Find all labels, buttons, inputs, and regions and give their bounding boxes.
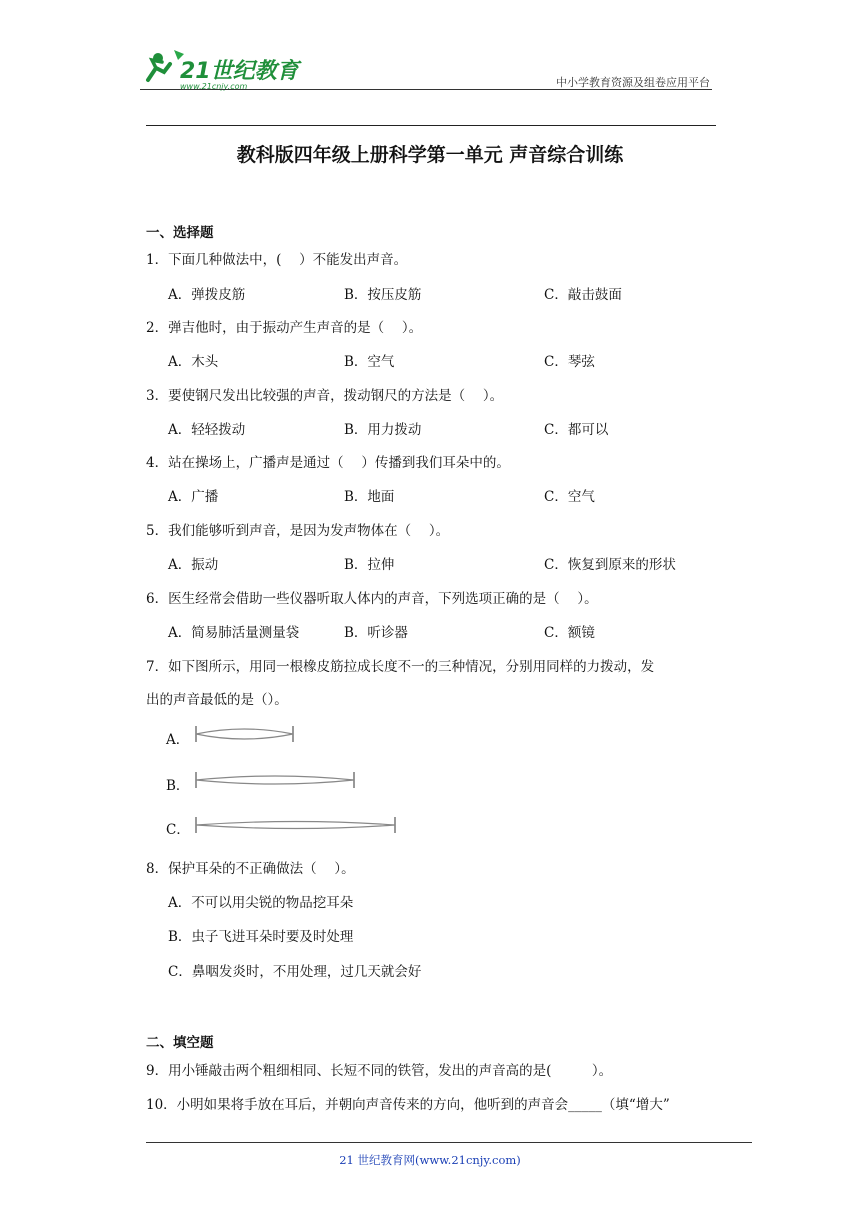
title-divider	[146, 125, 716, 126]
question-7-line1: 7．如下图所示，用同一根橡皮筋拉成长度不一的三种情况，分别用同样的力拨动，发	[146, 659, 655, 675]
logo	[140, 44, 330, 92]
footer-text: 21 世纪教育网(www.21cnjy.com)	[339, 1153, 521, 1167]
q4-option-a: A．广播	[168, 489, 219, 505]
q5-option-a: A．振动	[168, 557, 219, 573]
question-3: 3．要使钢尺发出比较强的声音，拨动钢尺的方法是（ ）。	[146, 388, 504, 404]
header-divider	[140, 89, 712, 90]
question-8: 8．保护耳朵的不正确做法（ ）。	[146, 861, 355, 877]
rubber-band-long-icon	[192, 815, 400, 835]
q3-option-a: A．轻轻拨动	[168, 422, 246, 438]
question-2: 2．弹吉他时，由于振动产生声音的是（ ）。	[146, 320, 423, 336]
q8-option-c: C．鼻咽发炎时，不用处理，过几天就会好	[168, 964, 422, 980]
runner-logo-icon	[140, 44, 330, 92]
q1-option-a: A．弹拨皮筋	[168, 287, 246, 303]
q2-option-a: A．木头	[168, 354, 219, 370]
svg-text:www.21cnjy.com: www.21cnjy.com	[180, 82, 248, 91]
question-10: 10．小明如果将手放在耳后，并朝向声音传来的方向，他听到的声音会_____（填“增大”	[146, 1097, 670, 1113]
q8-option-a: A．不可以用尖锐的物品挖耳朵	[168, 895, 354, 911]
question-1: 1．下面几种做法中，( ）不能发出声音。	[146, 252, 408, 268]
q7-option-a: A．	[166, 732, 190, 748]
q3-option-c: C．都可以	[544, 422, 609, 438]
q5-option-c: C．恢复到原来的形状	[544, 557, 676, 573]
q1-option-b: B．按压皮筋	[344, 287, 422, 303]
q7-option-c: C．	[166, 822, 190, 838]
question-7-line2: 出的声音最低的是（）。	[146, 692, 288, 708]
footer-divider	[146, 1142, 752, 1143]
q1-option-c: C．敲击鼓面	[544, 287, 622, 303]
q6-option-b: B．听诊器	[344, 625, 408, 641]
q4-option-c: C．空气	[544, 489, 595, 505]
question-4: 4．站在操场上，广播声是通过（ ）传播到我们耳朵中的。	[146, 455, 510, 471]
page-title: 教科版四年级上册科学第一单元 声音综合训练	[236, 144, 624, 166]
q8-option-b: B．虫子飞进耳朵时要及时处理	[168, 929, 354, 945]
header-platform-text: 中小学教育资源及组卷应用平台	[556, 76, 710, 89]
rubber-band-medium-icon	[192, 770, 360, 790]
section-heading-fill: 二、填空题	[146, 1035, 214, 1051]
question-9: 9．用小锤敲击两个粗细相同、长短不同的铁管，发出的声音高的是( ）。	[146, 1063, 613, 1079]
q5-option-b: B．拉伸	[344, 557, 395, 573]
question-6: 6．医生经常会借助一些仪器听取人体内的声音，下列选项正确的是（ ）。	[146, 591, 598, 607]
section-heading-choice: 一、选择题	[146, 225, 214, 241]
svg-text:21世纪教育: 21世纪教育	[180, 59, 299, 84]
q6-option-a: A．简易肺活量测量袋	[168, 625, 300, 641]
q4-option-b: B．地面	[344, 489, 395, 505]
question-5: 5．我们能够听到声音，是因为发声物体在（ ）。	[146, 523, 450, 539]
rubber-band-short-icon	[192, 724, 298, 744]
q3-option-b: B．用力拨动	[344, 422, 422, 438]
q7-option-b: B．	[166, 778, 190, 794]
q6-option-c: C．额镜	[544, 625, 595, 641]
q2-option-b: B．空气	[344, 354, 395, 370]
q2-option-c: C．琴弦	[544, 354, 595, 370]
